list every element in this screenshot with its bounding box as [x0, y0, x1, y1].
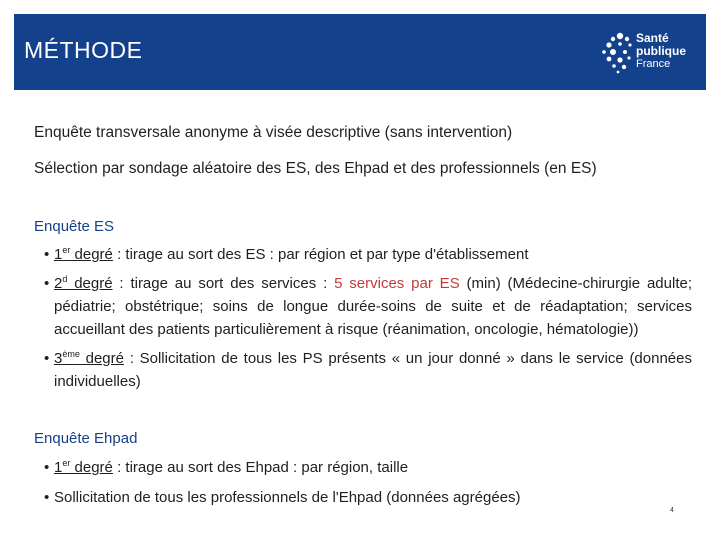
section-title-ehpad: Enquête Ehpad — [34, 430, 138, 447]
bullet-icon: • — [44, 275, 50, 292]
bullet-icon: • — [44, 350, 50, 367]
logo-dots-icon — [600, 28, 634, 76]
list-item-es-2: • 2$^d$ degré : tirage au sort des services : 5 services par ES (min) (Médecine-chirurgie adulte; pédiatrie; obstétrique; soins de longue durée-soins de suite et de réadaptation; services accueillant des patients particulièrement à risque (réanimation, oncologie, hématologie)) — [44, 274, 692, 338]
logo-line-1: Santé — [636, 31, 669, 45]
page-number: 4 — [670, 507, 674, 514]
list-item-es-3: • 3ème degré : Sollicitation de tous les PS présents « un jour donné » dans le service (données individuelles) — [44, 349, 692, 390]
highlight-text: 5 services par ES — [334, 275, 460, 292]
list-item-ehpad-2: • Sollicitation de tous les professionnels de l'Ehpad (données agrégées) — [44, 486, 692, 509]
bullet-icon: • — [44, 246, 50, 263]
page-title: MÉTHODE — [24, 37, 143, 63]
bullet-icon: • — [44, 489, 50, 506]
logo-line-3: France — [636, 58, 671, 70]
intro-line-1: Enquête transversale anonyme à visée descriptive (sans intervention) — [34, 124, 513, 141]
header-banner — [14, 14, 706, 90]
logo-wordmark — [636, 32, 686, 71]
list-item-es-1: • 1er degré : tirage au sort des ES : par région et par type d'établissement — [44, 243, 692, 266]
logo-line-2: publique — [636, 44, 686, 58]
bullet-icon: • — [44, 459, 50, 476]
sante-publique-france-logo — [600, 26, 700, 82]
intro-line-2: Sélection par sondage aléatoire des ES, des Ehpad et des professionnels (en ES) — [34, 160, 597, 177]
list-item-ehpad-1: • 1er degré : tirage au sort des Ehpad : par région, taille — [44, 456, 692, 479]
section-title-es: Enquête ES — [34, 218, 115, 235]
